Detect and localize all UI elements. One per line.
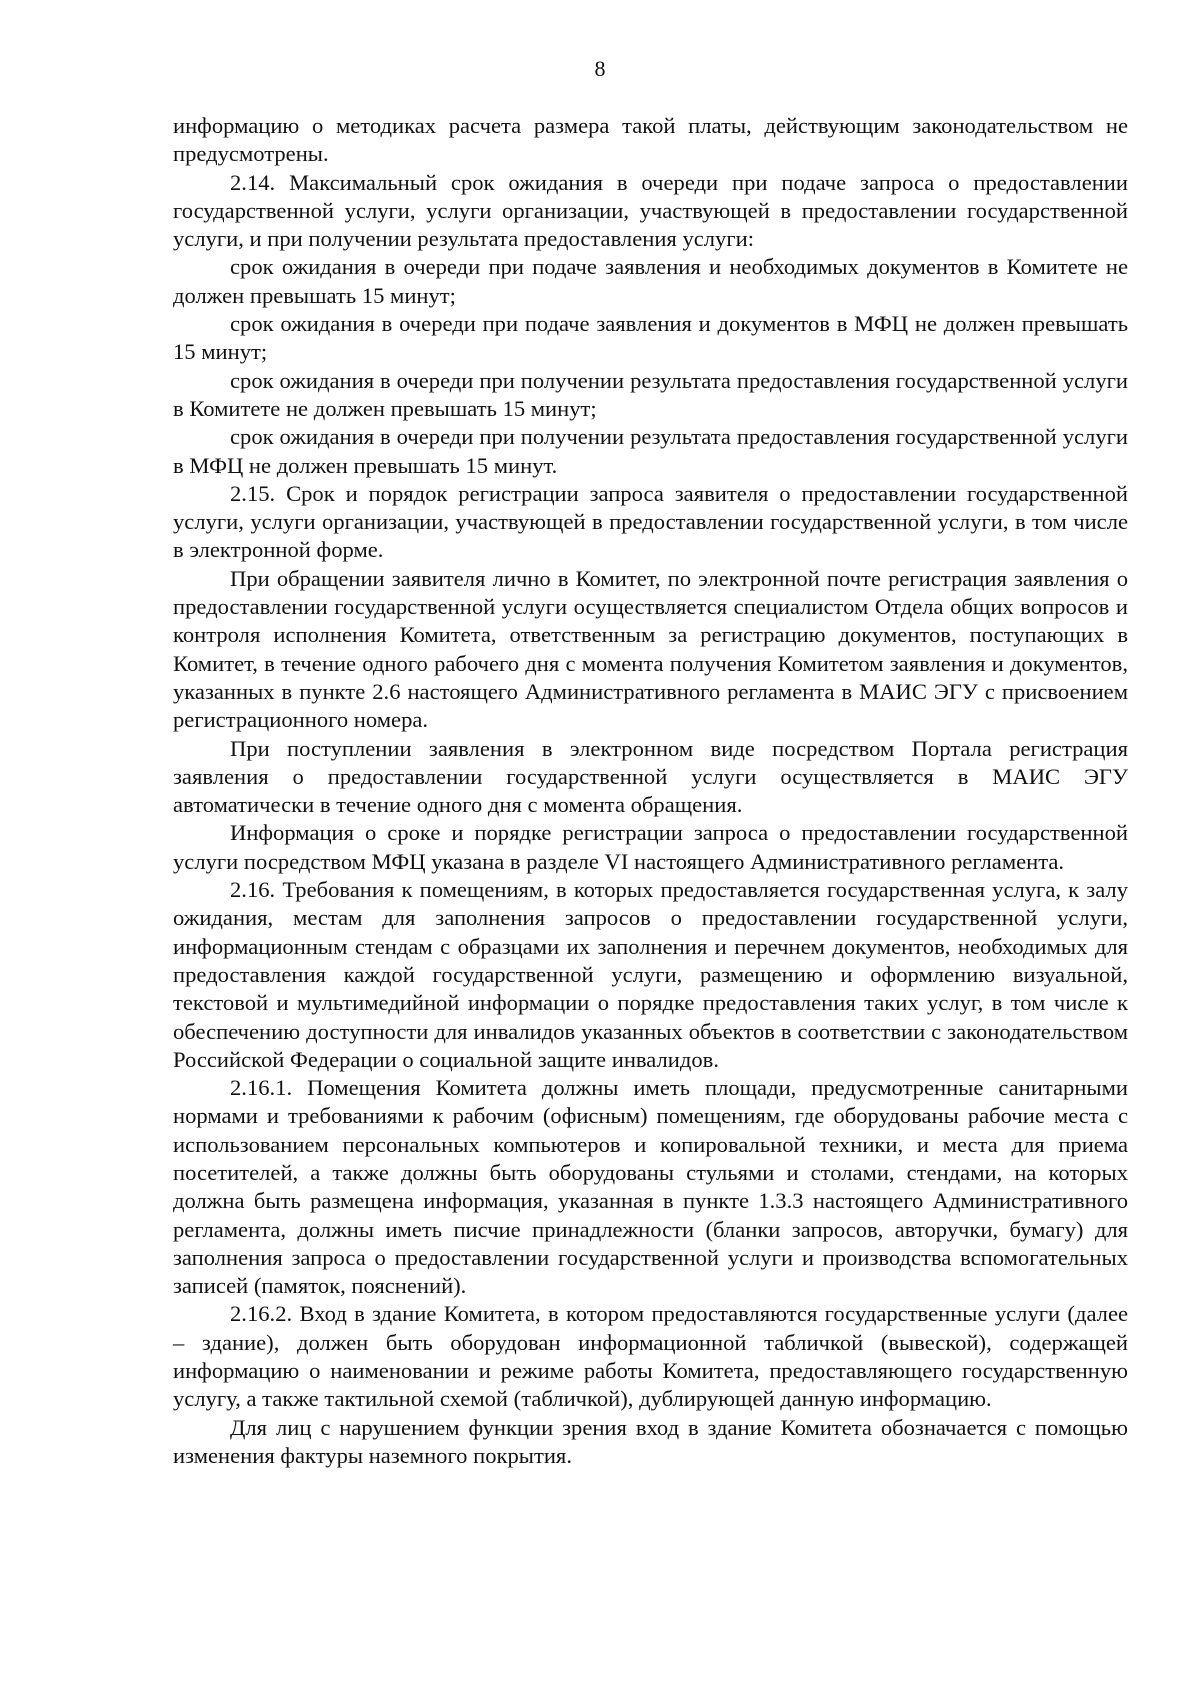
paragraph: 2.16.2. Вход в здание Комитета, в котором предоставляются государственные услуги (далее – здание), должен быть оборудован информационной табличкой (вывеской), содержащей информацию о наименовании и режиме работы Комитета, предоставляющего государственную услугу, а также тактильной схемой (табличкой), дублирующей данную информацию.: [173, 1301, 1128, 1412]
paragraph: При поступлении заявления в электронном виде посредством Портала регистрация заявления о предоставлении государственной услуги осуществляется в МАИС ЭГУ автоматически в течение одного дня с момента обращения.: [173, 735, 1128, 818]
paragraph: 2.16. Требования к помещениям, в которых предоставляется государственная услуга, к залу ожидания, местам для заполнения запросов о предоставлении государственной услуги, информационным стендам с образцами их заполнения и перечнем документов, необходимых для предоставления каждой государственной услуги, размещению и оформлению визуальной, текстовой и мультимедийной информации о порядке предоставления таких услуг, в том числе к обеспечению доступности для инвалидов указанных объектов в соответствии с законодательством Российской Федерации о социальной защите инвалидов.: [173, 877, 1128, 1072]
paragraph: информацию о методиках расчета размера такой платы, действующим законодательством не предусмотрены.: [173, 113, 1128, 167]
paragraph: срок ожидания в очереди при подаче заявления и документов в МФЦ не должен превышать 15 минут;: [173, 311, 1128, 365]
paragraph: При обращении заявителя лично в Комитет, по электронной почте регистрация заявления о предоставлении государственной услуги осуществляется специалистом Отдела общих вопросов и контроля исполнения Комитета, ответственным за регистрацию документов, поступающих в Комитет, в течение одного рабочего дня с момента получения Комитетом заявления и документов, указанных в пункте 2.6 настоящего Административного регламента в МАИС ЭГУ с присвоением регистрационного номера.: [173, 565, 1128, 733]
paragraph: 2.15. Срок и порядок регистрации запроса заявителя о предоставлении государственной услуги, услуги организации, участвующей в предоставлении государственной услуги, в том числе в электронной форме.: [173, 480, 1128, 563]
paragraph: Информация о сроке и порядке регистрации запроса о предоставлении государственной услуги посредством МФЦ указана в разделе VI настоящего Административного регламента.: [173, 820, 1128, 874]
paragraph: срок ожидания в очереди при подаче заявления и необходимых документов в Комитете не должен превышать 15 минут;: [173, 254, 1128, 308]
paragraph: 2.14. Максимальный срок ожидания в очереди при подаче запроса о предоставлении государственной услуги, услуги организации, участвующей в предоставлении государственной услуги, и при получении результата предоставления услуги:: [173, 169, 1128, 252]
paragraph: 2.16.1. Помещения Комитета должны иметь площади, предусмотренные санитарными нормами и требованиями к рабочим (офисным) помещениям, где оборудованы рабочие места с использованием персональных компьютеров и копировальной техники, и места для приема посетителей, а также должны быть оборудованы стульями и столами, стендами, на которых должна быть размещена информация, указанная в пункте 1.3.3 настоящего Административного регламента, должны иметь писчие принадлежности (бланки запросов, авторучки, бумагу) для заполнения запроса о предоставлении государственной услуги и производства вспомогательных записей (памяток, пояснений).: [173, 1075, 1128, 1299]
page-number: 8: [594, 56, 606, 81]
paragraph: срок ожидания в очереди при получении результата предоставления государственной услуги в МФЦ не должен превышать 15 минут.: [173, 424, 1128, 478]
paragraph: Для лиц с нарушением функции зрения вход в здание Комитета обозначается с помощью изменения фактуры наземного покрытия.: [173, 1414, 1128, 1468]
paragraph: срок ожидания в очереди при получении результата предоставления государственной услуги в Комитете не должен превышать 15 минут;: [173, 367, 1128, 421]
document-body: [173, 112, 1128, 1470]
